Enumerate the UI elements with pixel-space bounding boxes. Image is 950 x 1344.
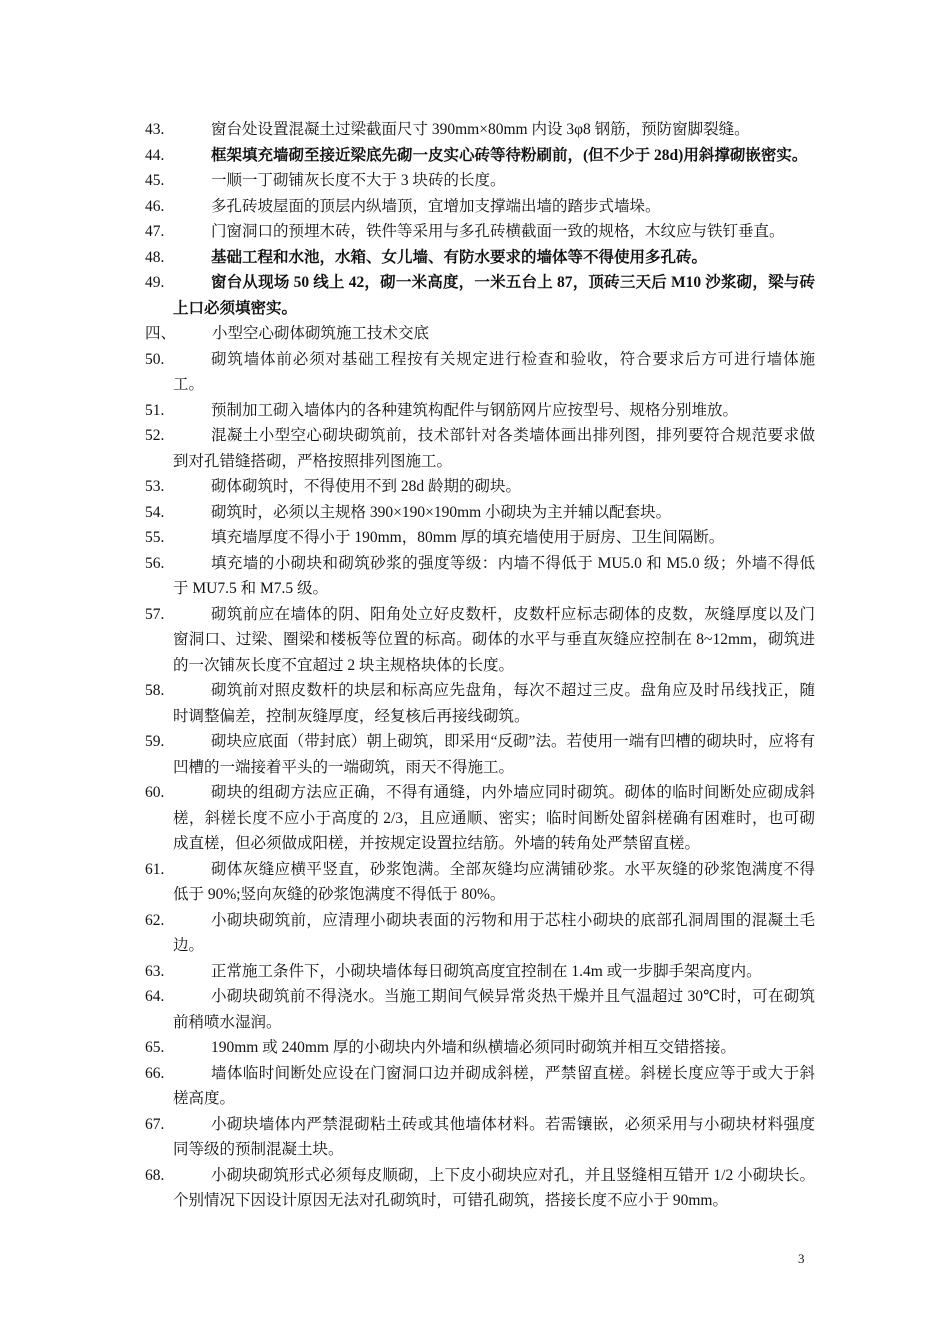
- item-number: 55.: [145, 529, 165, 546]
- item-text: 190mm 或 240mm 厚的小砌块内外墙和纵横墙必须同时砌筑并相互交错搭接。: [211, 1039, 736, 1056]
- item-text: 基础工程和水池，水箱、女儿墙、有防水要求的墙体等不得使用多孔砖。: [211, 248, 708, 266]
- item-number: 43.: [145, 121, 165, 138]
- item-text: 窗台处设置混凝土过梁截面尺寸 390mm×80mm 内设 3φ8 钢筋，预防窗脚裂缝。: [211, 121, 750, 138]
- list-item: [145, 857, 815, 908]
- item-text: 砌筑前应在墙体的阴、阳角处立好皮数杆，皮数杆应标志砌体的皮数，灰缝厚度以及门窗洞口、过梁、圈梁和楼板等位置的标高。砌体的水平与垂直灰缝应控制在 8~12mm，砌筑进的一次铺灰长度不宜超过 2 块主规格块体的长度。: [173, 605, 815, 674]
- item-text: 门窗洞口的预埋木砖，铁件等采用与多孔砖横截面一致的规格，木纹应与铁钉垂直。: [211, 223, 785, 240]
- list-item: [145, 347, 815, 398]
- list-item: [145, 780, 815, 857]
- item-text: 砌块应底面（带封底）朝上砌筑，即采用“反砌”法。若使用一端有凹槽的砌块时，应将有凹槽的一端接着平头的一端砌筑，雨天不得施工。: [173, 733, 815, 776]
- list-item: [145, 959, 815, 985]
- item-number: 58.: [145, 682, 165, 699]
- item-number: 46.: [145, 197, 165, 215]
- item-number: 57.: [145, 605, 165, 623]
- list-item: [145, 1061, 815, 1112]
- item-text: 砌体灰缝应横平竖直，砂浆饱满。全部灰缝均应满铺砂浆。水平灰缝的砂浆饱满度不得低于 90%;竖向灰缝的砂浆饱满度不得低于 80%。: [173, 860, 815, 903]
- item-number: 44.: [145, 146, 165, 164]
- item-text: 砌筑时，必须以主规格 390×190×190mm 小砌块为主并辅以配套块。: [211, 503, 672, 521]
- section-heading: [145, 321, 815, 347]
- list-item: [145, 1163, 815, 1214]
- list-item: [145, 1112, 815, 1163]
- item-text: 正常施工条件下，小砌块墙体每日砌筑高度宜控制在 1.4m 或一步脚手架高度内。: [211, 962, 762, 980]
- item-text: 墙体临时间断处应设在门窗洞口边并砌成斜槎，严禁留直槎。斜槎长度应等于或大于斜槎高度。: [173, 1064, 815, 1107]
- item-number: 51.: [145, 401, 165, 419]
- list-item: [145, 984, 815, 1035]
- list-item: [145, 551, 815, 602]
- item-text: 一顺一丁砌铺灰长度不大于 3 块砖的长度。: [211, 172, 506, 189]
- item-text: 砌块的组砌方法应正确，不得有通缝，内外墙应同时砌筑。砌体的临时间断处应砌成斜槎，斜槎长度不应小于高度的 2/3，且应通顺、密实；临时间断处留斜槎确有困难时，也可砌成直槎，但必须做成阳槎，并按规定设置拉结筋。外墙的转角处严禁留直槎。: [173, 784, 815, 852]
- list-item: [145, 194, 815, 220]
- item-number: 50.: [145, 350, 165, 368]
- item-text: 窗台从现场 50 线上 42，砌一米高度，一米五台上 87，顶砖三天后 M10 沙浆砌，梁与砖上口必须填密实。: [173, 274, 815, 317]
- item-number: 64.: [145, 988, 165, 1005]
- item-number: 61.: [145, 860, 165, 878]
- item-text: 砌筑前对照皮数杆的块层和标高应先盘角，每次不超过三皮。盘角应及时吊线找正，随时调整偏差，控制灰缝厚度，经复核后再接线砌筑。: [173, 682, 815, 725]
- list-item: [145, 245, 815, 271]
- list-item: [145, 908, 815, 959]
- list-item: [145, 602, 815, 679]
- item-number: 56.: [145, 554, 165, 572]
- page-number: 3: [798, 1251, 805, 1266]
- item-text: 小砌块砌筑形式必须每皮顺砌，上下皮小砌块应对孔，并且竖缝相互错开 1/2 小砌块长。个别情况下因设计原因无法对孔砌筑时，可错孔砌筑，搭接长度不应小于 90mm。: [173, 1166, 815, 1209]
- item-number: 53.: [145, 478, 165, 495]
- item-number: 62.: [145, 911, 165, 929]
- item-number: 47.: [145, 223, 165, 240]
- item-text: 砌筑墙体前必须对基础工程按有关规定进行检查和验收，符合要求后方可进行墙体施工。: [173, 350, 815, 393]
- item-number: 49.: [145, 274, 165, 291]
- item-text: 预制加工砌入墙体内的各种建筑构配件与钢筋网片应按型号、规格分别堆放。: [211, 401, 739, 419]
- list-item: [145, 168, 815, 194]
- list-item: [145, 525, 815, 551]
- item-number: 66.: [145, 1064, 165, 1082]
- item-number: 54.: [145, 503, 165, 521]
- item-number: 67.: [145, 1115, 165, 1133]
- item-number: 60.: [145, 784, 165, 801]
- list-item: [145, 729, 815, 780]
- item-number: 48.: [145, 248, 165, 266]
- item-text: 混凝土小型空心砌块砌筑前，技术部针对各类墙体画出排列图，排列要符合规范要求做到对孔错缝搭砌，严格按照排列图施工。: [173, 427, 815, 470]
- list-item: [145, 143, 815, 169]
- item-text: 框架填充墙砌至接近梁底先砌一皮实心砖等待粉刷前，(但不少于 28d)用斜撑砌嵌密实。: [211, 146, 808, 164]
- list-item: [145, 270, 815, 321]
- item-text: 小砌块砌筑前，应清理小砌块表面的污物和用于芯柱小砌块的底部孔洞周围的混凝土毛边。: [173, 911, 815, 954]
- item-number: 四、: [145, 325, 177, 342]
- item-text: 填充墙厚度不得小于 190mm，80mm 厚的填充墙使用于厨房、卫生间隔断。: [211, 529, 725, 546]
- item-number: 45.: [145, 172, 165, 189]
- item-text: 多孔砖坡屋面的顶层内纵墙顶，宜增加支撑端出墙的踏步式墙垛。: [211, 197, 661, 215]
- item-text: 小型空心砌体砌筑施工技术交底: [212, 325, 430, 342]
- document-body: [145, 117, 815, 1214]
- list-item: [145, 500, 815, 526]
- item-number: 65.: [145, 1039, 165, 1056]
- item-number: 59.: [145, 733, 165, 750]
- item-number: 63.: [145, 962, 165, 980]
- item-text: 砌体砌筑时，不得使用不到 28d 龄期的砌块。: [211, 478, 522, 495]
- item-number: 68.: [145, 1166, 165, 1184]
- item-text: 填充墙的小砌块和砌筑砂浆的强度等级：内墙不得低于 MU5.0 和 M5.0 级；外墙不得低于 MU7.5 和 M7.5 级。: [173, 554, 815, 597]
- list-item: [145, 219, 815, 245]
- list-item: [145, 117, 815, 143]
- list-item: [145, 678, 815, 729]
- list-item: [145, 1035, 815, 1061]
- list-item: [145, 398, 815, 424]
- list-item: [145, 423, 815, 474]
- item-text: 小砌块砌筑前不得浇水。当施工期间气候异常炎热干燥并且气温超过 30℃时，可在砌筑前稍喷水湿润。: [173, 988, 815, 1031]
- item-number: 52.: [145, 427, 165, 444]
- list-item: [145, 474, 815, 500]
- item-text: 小砌块墙体内严禁混砌粘土砖或其他墙体材料。若需镶嵌，必须采用与小砌块材料强度同等级的预制混凝土块。: [173, 1115, 815, 1158]
